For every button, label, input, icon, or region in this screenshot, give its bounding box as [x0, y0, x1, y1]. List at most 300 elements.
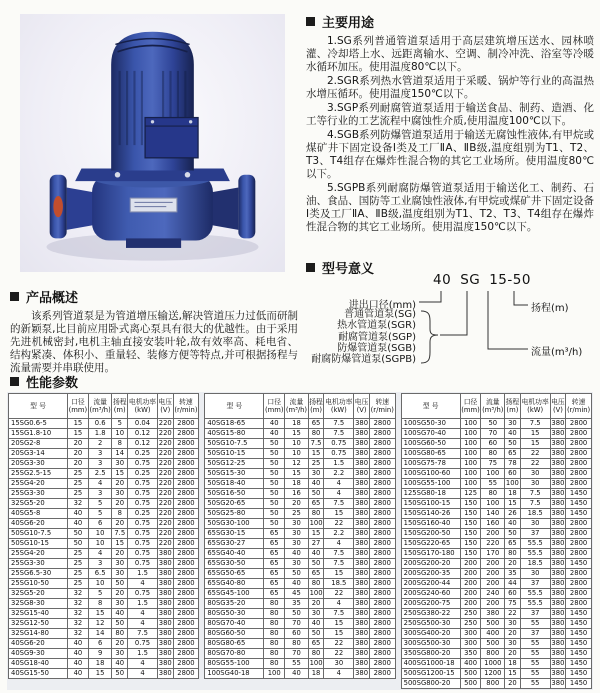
value-cell: 2.5 — [88, 469, 112, 479]
value-cell: 25 — [68, 489, 89, 499]
main-uses-paragraph: 1.SG系列普通管道泵适用于高层建筑增压送水、园林喷灌、冷却塔上水、远距离输水、空调、制冷冲洗、浴室等冷暖水循环加压。使用温度80℃以下。 — [306, 35, 594, 74]
value-cell: 32 — [68, 609, 89, 619]
value-cell: 0.75 — [128, 459, 158, 469]
value-cell: 20 — [68, 449, 89, 459]
col-header: 转速 (r/min) — [369, 394, 395, 419]
value-cell: 55 — [520, 649, 550, 659]
value-cell: 0.75 — [128, 499, 158, 509]
value-cell: 7.5 — [308, 439, 324, 449]
value-cell: 65 — [264, 529, 285, 539]
model-cell: 65SG40-40 — [205, 549, 264, 559]
value-cell: 20 — [112, 499, 128, 509]
value-cell: 0.25 — [128, 509, 158, 519]
table-row — [401, 549, 591, 559]
value-cell: 30 — [520, 479, 550, 489]
value-cell: 40 — [68, 639, 89, 649]
model-cell: 32SG12-50 — [9, 619, 68, 629]
model-cell: 500SG1200-15 — [401, 669, 460, 679]
col-header: 口径 (mm) — [264, 394, 285, 419]
value-cell: 0.25 — [128, 469, 158, 479]
table-row — [9, 509, 199, 519]
value-cell: 220 — [158, 439, 172, 448]
value-cell: 37 — [520, 529, 550, 539]
table-row — [401, 459, 591, 469]
value-cell: 20 — [505, 649, 521, 659]
value-cell: 65 — [308, 569, 324, 579]
value-cell: 380 — [551, 429, 565, 438]
model-cell: 32SG5-20 — [9, 589, 68, 599]
value-cell: 40 — [285, 549, 309, 559]
table-row — [205, 429, 395, 439]
value-cell: 50 — [264, 519, 285, 529]
value-cell: 35 — [505, 569, 521, 579]
model-cell: 40SG9-30 — [9, 649, 68, 659]
value-cell: 40 — [68, 509, 89, 519]
value-cell: 0.04 — [128, 419, 158, 429]
value-cell: 15 — [285, 469, 309, 479]
model-cell: 200SG200-35 — [401, 569, 460, 579]
table-row — [9, 459, 199, 469]
value-cell: 80 — [264, 599, 285, 609]
value-cell: 150 — [460, 529, 481, 539]
value-cell: 30 — [112, 459, 128, 469]
value-cell: 150 — [460, 539, 481, 549]
value-cell: 380 — [355, 659, 369, 668]
table-row — [205, 609, 395, 619]
value-cell: 0.75 — [128, 559, 158, 569]
value-cell: 380 — [355, 469, 369, 478]
value-cell: 2800 — [369, 499, 395, 509]
value-cell: 25 — [68, 579, 89, 589]
model-cell: 80SG80-65 — [205, 639, 264, 649]
value-cell: 80 — [264, 639, 285, 649]
model-cell: 50SG25-80 — [205, 509, 264, 519]
value-cell: 55 — [520, 659, 550, 669]
model-cell: 200SG200-44 — [401, 579, 460, 589]
value-cell: 3 — [88, 559, 112, 569]
model-cell: 50SG20-65 — [205, 499, 264, 509]
value-cell: 380 — [158, 579, 172, 588]
value-cell: 80 — [308, 509, 324, 519]
value-cell: 2800 — [566, 579, 592, 589]
value-cell: 220 — [158, 419, 172, 428]
value-cell: 15 — [68, 419, 89, 429]
value-cell: 78 — [505, 459, 521, 469]
value-cell: 2800 — [369, 539, 395, 549]
value-cell: 7.5 — [128, 629, 158, 639]
value-cell: 55 — [285, 659, 309, 669]
value-cell: 220 — [158, 539, 172, 548]
value-cell: 3 — [88, 459, 112, 469]
value-cell: 2800 — [173, 559, 199, 569]
header-row — [9, 394, 199, 419]
value-cell: 7.5 — [520, 489, 550, 499]
table-row — [401, 559, 591, 569]
value-cell: 2.2 — [324, 529, 354, 539]
value-cell: 200 — [460, 569, 481, 579]
value-cell: 7.5 — [112, 529, 128, 539]
model-cell: 150SG140-26 — [401, 509, 460, 519]
value-cell: 32 — [68, 499, 89, 509]
value-cell: 32 — [68, 619, 89, 629]
value-cell: 50 — [505, 529, 521, 539]
performance-table-2 — [204, 393, 395, 679]
value-cell: 380 — [158, 619, 172, 628]
value-cell: 6 — [88, 519, 112, 529]
value-cell: 40 — [505, 519, 521, 529]
value-cell: 2800 — [173, 599, 199, 609]
value-cell: 380 — [355, 579, 369, 588]
value-cell: 40 — [68, 519, 89, 529]
value-cell: 380 — [551, 439, 565, 448]
col-header: 口径 (mm) — [68, 394, 89, 419]
performance-title-row — [10, 372, 78, 391]
model-cell: 200SG240-60 — [401, 589, 460, 599]
value-cell: 380 — [551, 629, 565, 638]
value-cell: 50 — [264, 509, 285, 519]
table-row — [205, 599, 395, 609]
value-cell: 2800 — [566, 429, 592, 439]
value-cell: 18 — [285, 419, 309, 429]
table-row — [9, 599, 199, 609]
section-bullet-icon — [306, 17, 315, 26]
value-cell: 80 — [481, 489, 505, 499]
model-example — [433, 272, 540, 288]
value-cell: 8 — [112, 439, 128, 449]
value-cell: 380 — [551, 549, 565, 558]
value-cell: 2800 — [173, 419, 199, 429]
value-cell: 500 — [481, 639, 505, 649]
value-cell: 80 — [308, 649, 324, 659]
value-cell: 380 — [551, 679, 565, 688]
value-cell: 1450 — [566, 559, 592, 569]
header-row — [205, 394, 395, 419]
value-cell: 2800 — [173, 619, 199, 629]
value-cell: 2800 — [173, 479, 199, 489]
value-cell: 380 — [355, 619, 369, 628]
value-cell: 2800 — [173, 639, 199, 649]
value-cell: 250 — [460, 609, 481, 619]
table-row — [9, 479, 199, 489]
table-row — [205, 669, 395, 679]
value-cell: 380 — [355, 499, 369, 508]
table-row — [205, 519, 395, 529]
value-cell: 400 — [481, 629, 505, 639]
value-cell: 7.5 — [324, 419, 354, 429]
value-cell: 60 — [481, 439, 505, 449]
value-cell: 0.75 — [128, 489, 158, 499]
value-cell: 380 — [158, 659, 172, 668]
model-cell: 40SG6-20 — [9, 639, 68, 649]
value-cell: 37 — [520, 609, 550, 619]
table-row — [205, 569, 395, 579]
value-cell: 15 — [324, 509, 354, 519]
table-row — [401, 669, 591, 679]
value-cell: 0.12 — [128, 429, 158, 439]
value-cell: 2800 — [566, 529, 592, 539]
table-row — [9, 639, 199, 649]
model-cell: 150SG220-65 — [401, 539, 460, 549]
value-cell: 1450 — [566, 679, 592, 689]
value-cell: 18 — [88, 659, 112, 669]
value-cell: 2800 — [369, 629, 395, 639]
model-cell: 50SG10-7.5 — [205, 439, 264, 449]
table-row — [401, 439, 591, 449]
value-cell: 50 — [308, 489, 324, 499]
value-cell: 50 — [112, 669, 128, 679]
value-cell: 380 — [355, 629, 369, 638]
model-cell: 65SG40-80 — [205, 579, 264, 589]
value-cell: 100 — [505, 479, 519, 488]
value-cell: 100 — [460, 419, 481, 429]
value-cell: 15 — [324, 629, 354, 639]
model-cell: 50SG12-25 — [205, 459, 264, 469]
table-row — [401, 679, 591, 689]
value-cell: 2800 — [173, 609, 199, 619]
value-cell: 15 — [520, 429, 550, 439]
model-cell: 50SG15-30 — [205, 469, 264, 479]
model-cell: 100SG75-78 — [401, 459, 460, 469]
table-row — [401, 449, 591, 459]
value-cell: 50 — [112, 619, 128, 629]
value-cell: 4 — [324, 599, 354, 609]
table-row — [205, 449, 395, 459]
value-cell: 380 — [355, 509, 369, 518]
value-cell: 2800 — [566, 589, 592, 599]
model-cell: 100SG50-30 — [401, 419, 460, 429]
value-cell: 380 — [355, 439, 369, 448]
value-cell: 22 — [324, 649, 354, 659]
model-cell: 150SG160-40 — [401, 519, 460, 529]
value-cell: 15 — [520, 439, 550, 449]
value-cell: 2800 — [369, 619, 395, 629]
model-cell: 15SG0.6-5 — [9, 419, 68, 429]
value-cell: 30 — [520, 519, 550, 529]
value-cell: 380 — [551, 499, 565, 508]
value-cell: 220 — [158, 459, 172, 468]
value-cell: 2800 — [173, 549, 199, 559]
value-cell: 2800 — [173, 579, 199, 589]
value-cell: 200 — [481, 559, 505, 569]
series-label: 普通管道泵(SG) — [344, 309, 416, 320]
value-cell: 2800 — [369, 659, 395, 669]
value-cell: 380 — [355, 449, 369, 458]
value-cell: 220 — [158, 449, 172, 458]
col-header: 扬程 (m) — [505, 394, 521, 419]
value-cell: 2800 — [173, 589, 199, 599]
value-cell: 40 — [68, 659, 89, 669]
table-row — [401, 599, 591, 609]
pump-photo — [20, 14, 285, 272]
value-cell: 1450 — [566, 489, 592, 499]
table-row — [205, 439, 395, 449]
value-cell: 220 — [158, 479, 172, 488]
table-row — [9, 529, 199, 539]
value-cell: 380 — [355, 429, 369, 438]
main-uses-title-row — [306, 12, 594, 31]
value-cell: 800 — [481, 679, 505, 689]
value-cell: 30 — [324, 659, 354, 669]
model-cell: 50SG18-40 — [205, 479, 264, 489]
value-cell: 0.75 — [128, 519, 158, 529]
value-cell: 380 — [551, 529, 565, 538]
table-row — [9, 649, 199, 659]
value-cell: 40 — [505, 429, 521, 439]
value-cell: 20 — [505, 559, 521, 569]
model-cell: 350SG800-20 — [401, 649, 460, 659]
table-row — [205, 579, 395, 589]
table-row — [205, 419, 395, 429]
value-cell: 20 — [112, 589, 128, 599]
value-cell: 380 — [158, 639, 172, 648]
value-cell: 55 — [481, 479, 505, 489]
value-cell: 80 — [264, 619, 285, 629]
table-row — [205, 649, 395, 659]
value-cell: 65 — [264, 579, 285, 589]
value-cell: 220 — [158, 529, 172, 538]
value-cell: 4 — [128, 669, 158, 679]
value-cell: 65 — [264, 559, 285, 569]
value-cell: 12 — [285, 459, 309, 469]
value-cell: 1200 — [481, 669, 505, 679]
model-cell: 100SG70-40 — [401, 429, 460, 439]
model-cell: 40SG15-50 — [9, 669, 68, 679]
value-cell: 40 — [308, 619, 324, 629]
col-header: 电压 (V) — [354, 394, 370, 419]
value-cell: 150 — [460, 549, 481, 559]
nameplate — [130, 198, 177, 212]
table-row — [401, 639, 591, 649]
model-cell: 25SG2.5-15 — [9, 469, 68, 479]
value-cell: 1450 — [566, 499, 592, 509]
table-row — [9, 629, 199, 639]
value-cell: 380 — [355, 489, 369, 498]
value-cell: 50 — [505, 439, 521, 449]
series-label: 防爆管道泵(SGB) — [337, 342, 416, 354]
value-cell: 2800 — [369, 579, 395, 589]
table-row — [205, 499, 395, 509]
table-row — [401, 419, 591, 429]
value-cell: 65 — [308, 639, 324, 649]
value-cell: 20 — [505, 629, 521, 639]
value-cell: 350 — [460, 649, 481, 659]
value-cell: 30 — [112, 489, 128, 499]
value-cell: 4 — [324, 479, 354, 489]
value-cell: 200 — [460, 579, 481, 589]
value-cell: 100 — [460, 449, 481, 459]
table-row — [401, 529, 591, 539]
value-cell: 380 — [551, 519, 565, 528]
value-cell: 20 — [308, 599, 324, 609]
value-cell: 380 — [551, 449, 565, 458]
model-cell: 50SG10-15 — [205, 449, 264, 459]
value-cell: 50 — [264, 479, 285, 489]
value-cell: 50 — [264, 459, 285, 469]
overview-title: 产品概述 — [26, 291, 79, 306]
section-overview — [10, 287, 298, 376]
value-cell: 3 — [88, 489, 112, 499]
table-row — [205, 479, 395, 489]
value-cell: 30 — [520, 469, 550, 479]
table-row — [401, 659, 591, 669]
value-cell: 70 — [285, 619, 309, 629]
value-cell: 8 — [112, 509, 128, 519]
value-cell: 15 — [505, 669, 521, 679]
model-cell: 15SG1.8-10 — [9, 429, 68, 439]
model-cell: 80SG60-50 — [205, 629, 264, 639]
value-cell: 200 — [460, 559, 481, 569]
value-cell: 30 — [505, 419, 521, 429]
model-cell: 50SG10-7.5 — [9, 529, 68, 539]
value-cell: 200 — [460, 599, 481, 609]
overview-title-row — [10, 287, 298, 306]
value-cell: 15 — [112, 539, 128, 549]
value-cell: 15 — [285, 429, 309, 439]
table-row — [401, 489, 591, 499]
model-meaning-title: 型号意义 — [322, 262, 375, 277]
value-cell: 380 — [551, 639, 565, 648]
value-cell: 2800 — [369, 609, 395, 619]
value-cell: 380 — [355, 519, 369, 528]
col-header: 扬程 (m) — [112, 394, 128, 419]
value-cell: 80 — [264, 629, 285, 639]
value-cell: 380 — [158, 649, 172, 658]
value-cell: 0.75 — [128, 539, 158, 549]
value-cell: 1450 — [566, 659, 592, 669]
value-cell: 20 — [285, 499, 309, 509]
value-cell: 2800 — [369, 639, 395, 649]
table-row — [401, 619, 591, 629]
value-cell: 80 — [285, 639, 309, 649]
value-cell: 55 — [520, 619, 550, 629]
value-cell: 100 — [309, 659, 323, 668]
value-cell: 200 — [460, 589, 481, 599]
value-cell: 50 — [264, 439, 285, 449]
model-cell: 150SG170-180 — [401, 549, 460, 559]
col-header: 转速 (r/min) — [566, 394, 592, 419]
value-cell: 30 — [112, 649, 128, 659]
value-cell: 380 — [158, 549, 172, 558]
value-cell: 2800 — [369, 419, 395, 429]
performance-title: 性能参数 — [26, 376, 79, 391]
table-row — [205, 459, 395, 469]
table-row — [9, 499, 199, 509]
value-cell: 2800 — [566, 549, 592, 559]
value-cell: 2800 — [369, 439, 395, 449]
col-header: 型 号 — [9, 394, 68, 419]
value-cell: 75 — [505, 599, 521, 609]
col-header: 转速 (r/min) — [173, 394, 199, 419]
value-cell: 50 — [285, 569, 309, 579]
value-cell: 30 — [285, 519, 309, 529]
value-cell: 4 — [324, 489, 354, 499]
value-cell: 7.5 — [324, 549, 354, 559]
value-cell: 18.5 — [520, 509, 550, 519]
value-cell: 380 — [158, 629, 172, 638]
table-row — [205, 529, 395, 539]
value-cell: 2800 — [369, 429, 395, 439]
value-cell: 380 — [551, 469, 565, 478]
value-cell: 35 — [285, 599, 309, 609]
value-cell: 500 — [460, 679, 481, 689]
value-cell: 1450 — [566, 619, 592, 629]
value-cell: 220 — [158, 469, 172, 478]
series-label: 热水管道泵(SGR) — [337, 320, 416, 332]
value-cell: 2800 — [566, 539, 592, 549]
value-cell: 100 — [460, 469, 481, 479]
value-cell: 2800 — [369, 449, 395, 459]
value-cell: 40 — [68, 669, 89, 679]
